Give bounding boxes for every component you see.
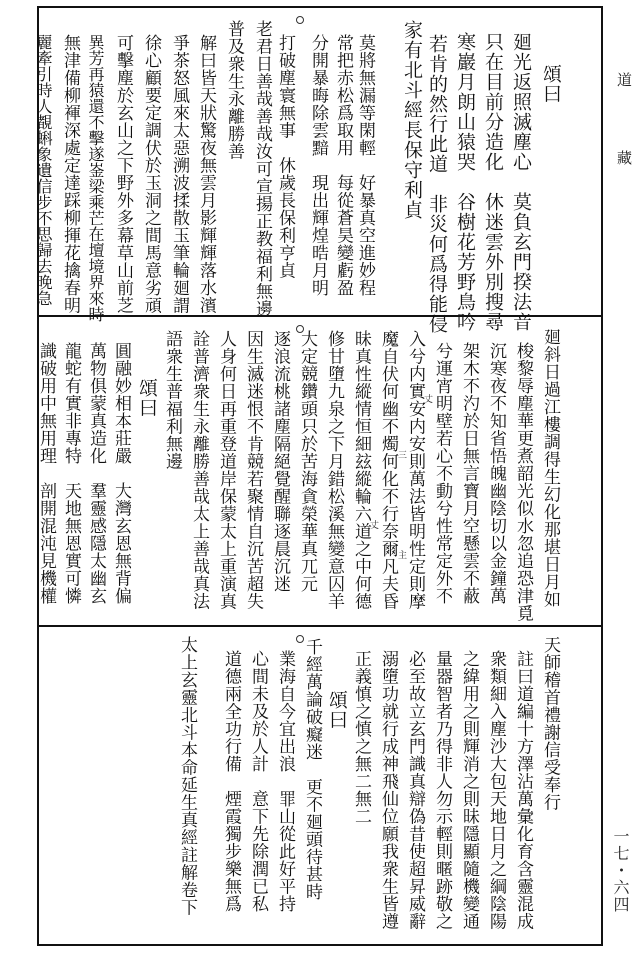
side-title-char-2: 藏 — [615, 150, 633, 168]
section3-column: 必至故立玄門識真辯偽昔使超昇威辭 — [405, 650, 425, 930]
section2-column: 修甘墮九泉之下月錯松溪無變意囚羊 — [324, 330, 344, 610]
section3-column: 衆類細入塵沙大包天地日月之綱陰陽 — [486, 650, 506, 930]
section1-column: 常把赤松爲取用 每從蒼昊變虧盈 — [333, 34, 353, 297]
section1-column: 只在目前分造化 休迷雲外別搜尋 — [482, 32, 504, 332]
section1-column: 普及衆生永離勝善 — [224, 20, 244, 160]
section3-column: 正義慎之慎之無二無二 — [351, 650, 371, 825]
section2-column: 萬物俱蒙真造化 羣靈感隱太幽玄 — [86, 342, 106, 605]
section1-column: 若肯的然行此道 非災何爲得能侵 — [426, 34, 448, 334]
section1-column: 無津備柳褌深處定達踩柳揮花擒春明 — [60, 34, 80, 314]
section2-column: 語衆生普福利無邊 — [162, 330, 182, 470]
small-annotation: 三 — [398, 451, 408, 461]
section2-column: 人身何日再重登道岸保蒙太上重演真 — [216, 330, 236, 610]
small-annotation: 丈 — [424, 395, 434, 405]
section2-column: 昧真性縱情恒細玆縱輪六道之中何德 — [351, 330, 371, 610]
small-annotation: 主 — [398, 551, 408, 561]
section3-column: 業海自今宜出浪 罪山從此好平持 — [275, 650, 295, 913]
section2-column: 架木不汋於日無言寶月空懸雲不蔽 — [459, 342, 479, 605]
section1-column: 老君日善哉善哉汝可宣揚正教福利無邊 — [252, 20, 272, 318]
section3-heading: 頌曰 — [326, 690, 348, 730]
section1-column: 解曰皆天狀驚夜無雲月影輝輝落水濱 — [196, 34, 216, 314]
section2-column: 入兮内實安内安則萬法皆明性定則摩 — [405, 330, 425, 610]
section2-column: 逐浪流桃諸塵隔絕覺醒聯逐晨沉迷 — [270, 330, 290, 593]
section2-column: 圓融妙相本莊嚴 大灣玄恩無背偏 — [111, 342, 131, 605]
binding-hole — [296, 16, 304, 24]
section1-column: 打破塵寰無事 休歲長保利亨貞 — [275, 34, 295, 279]
section2-column: 廻斜日過江樓調得生幻化那堪日月如 — [540, 328, 560, 608]
section1-column: 家有北斗經長保守利貞 — [401, 20, 423, 220]
section2-column: 兮運宵明壁若心不動兮性常定外不 — [432, 342, 452, 605]
section1-column: 異芳再猿還不擊遂崟梁乘芒在壇境界來時 — [86, 34, 105, 322]
section3-column: 註曰道編十方澤沾萬彙化育含靈混成 — [513, 650, 533, 930]
section1-column: 分開暴晦除雲黯 現出輝煌晧月明 — [308, 34, 328, 297]
section2-column: 大定競鑽頭只於苦海貪榮華真兀元 — [297, 330, 317, 593]
section2-column: 因生滅迷恨不肯競若聚情自沉苦超失 — [243, 330, 263, 610]
section2-column: 詮普濟衆生永離勝善哉太上善哉真法 — [189, 330, 209, 610]
section1-column: 徐心顧要定調伏於玉洞之間馬意劣頑 — [141, 34, 161, 314]
section2-column: 梭黎辱塵華更煮韶光似水忽追恐津覓 — [513, 342, 533, 622]
section1-column: 麗牽引時人覩蝌象遺信步不思歸去晚急 — [34, 34, 53, 306]
section1-heading: 頌曰 — [540, 64, 562, 104]
section1-column: 莫將無漏等閑輕 好暴真空進妙程 — [355, 34, 375, 297]
section3-column: 道德兩全功行備 煙霞獨步樂無爲 — [221, 650, 241, 913]
section1-column: 可擊塵於玄山之下野外多幕草山前芝 — [113, 34, 133, 314]
scripture-title: 太上玄靈北斗本命延生真經註解卷下 — [177, 636, 197, 916]
small-annotation: 丈 — [370, 521, 380, 531]
section3-column: 心間未及於人計 意下先除潤已私 — [248, 650, 268, 913]
page-number: 一七・六四 — [611, 828, 630, 913]
section1-column: 寒巖月朗山猿哭 谷樹花芳野鳥吟 — [454, 32, 476, 332]
section3-column: 量器智者乃得非人勿示輕則暱跡敬之 — [432, 650, 452, 930]
section2-column: 沉寒夜不知省悟魄幽陰切以金鐘萬 — [486, 342, 506, 605]
section2-column: 魔自伏何幽不燭何化不行奈爾凡夫昏 — [378, 330, 398, 610]
section2-column: 識破用中無用理 剖開混沌見機權 — [36, 342, 56, 605]
section2-column: 龍蛇有實非專特 天地無恩實可憐 — [61, 342, 81, 605]
section3-column: 溺墮功就行成神飛仙位願我衆生皆遵 — [378, 650, 398, 930]
section-divider-2 — [37, 625, 603, 627]
section1-column: 爭茶怒風來太惡溯波揉散玉筆輪廻謂 — [169, 34, 189, 314]
side-title-char-1: 道 — [615, 72, 633, 90]
section3-column: 之緯用之則輝消之則昧隱顯隨機變通 — [459, 650, 479, 930]
section2-heading: 頌曰 — [136, 378, 158, 418]
section3-column: 天師稽首禮謝信受奉行 — [540, 636, 560, 811]
section3-column: 千經萬論破癡迷 更不廻頭待甚時 — [302, 638, 322, 901]
section1-column: 廻光返照滅塵心 莫負玄門揆法音 — [510, 32, 532, 332]
